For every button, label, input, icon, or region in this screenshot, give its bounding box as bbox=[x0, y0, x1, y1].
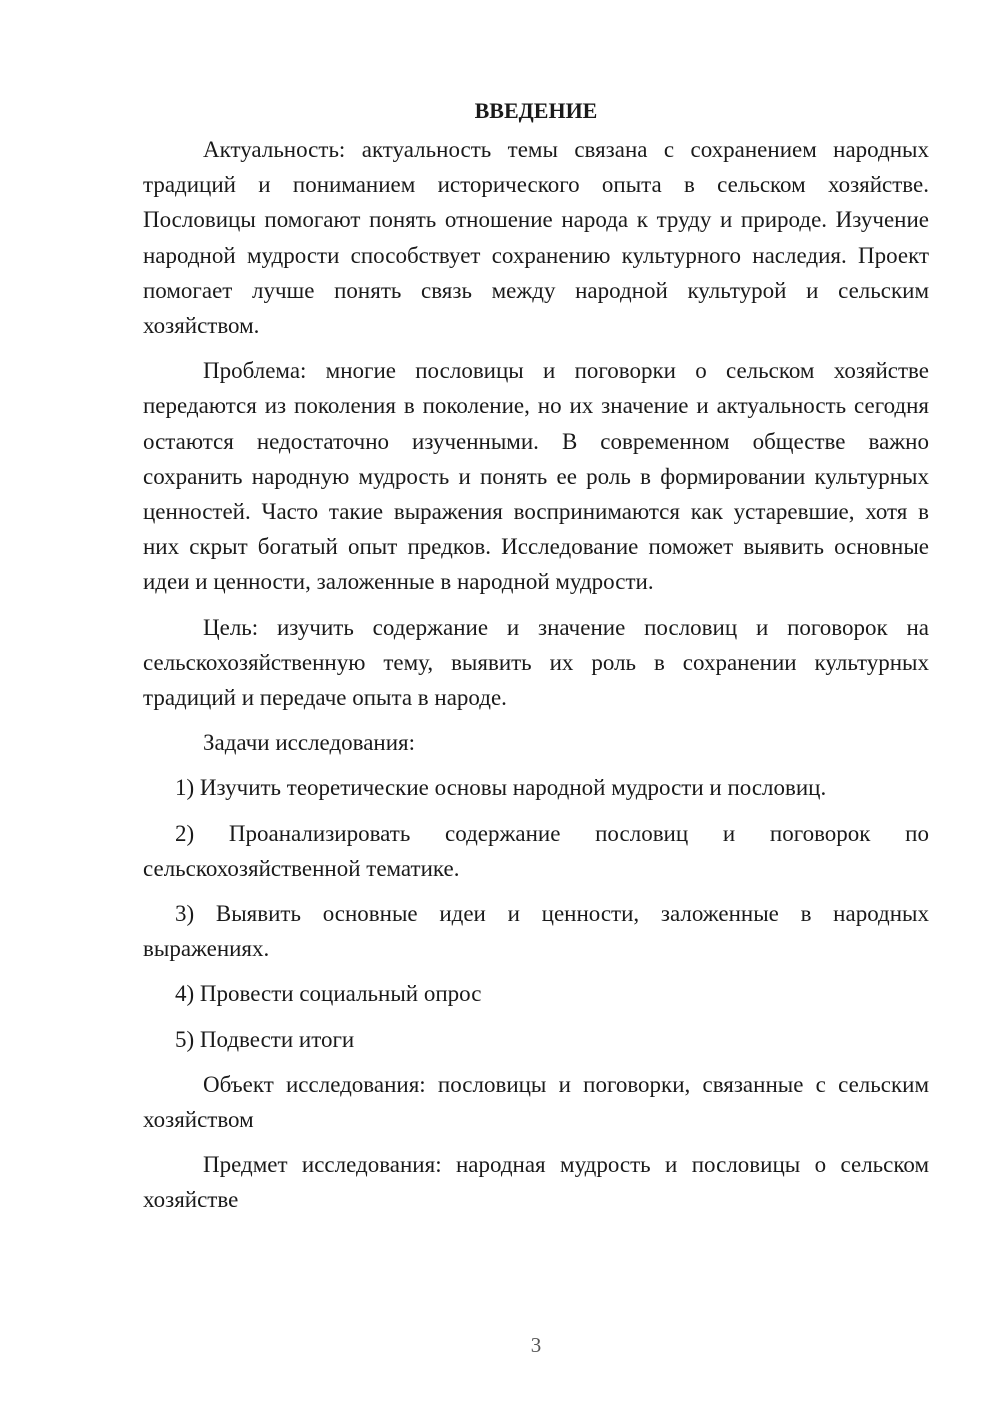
page-title: ВВЕДЕНИЕ bbox=[474, 98, 598, 123]
tasks-heading: Задачи исследования: bbox=[203, 730, 416, 756]
problem-paragraph: Проблема: многие пословицы и поговорки о сельском хозяйстве передаются из поколения в поколение, но их значение и актуальность сегодня остаются недостаточно изученными. В современном обществе важно сохранить народную мудрость и понять ее роль в формировании культурных ценностей. Часто такие выражения воспринимаются как устаревшие, хотя в них скрыт богатый опыт предков. Исследование поможет выявить основные идеи и ценности, заложенные в народной мудрости. bbox=[143, 358, 929, 595]
task-item-3: 3) Выявить основные идеи и ценности, заложенные в народных выражениях. bbox=[143, 901, 929, 962]
research-subject-paragraph: Предмет исследования: народная мудрость и пословицы о сельском хозяйстве bbox=[143, 1152, 929, 1213]
page-number: 3 bbox=[530, 1333, 542, 1357]
goal-paragraph: Цель: изучить содержание и значение пословиц и поговорок на сельскохозяйственную тему, выявить их роль в сохранении культурных традиций и передаче опыта в народе. bbox=[143, 614, 929, 711]
task-item-5: 5) Подвести итоги bbox=[175, 1026, 355, 1052]
page-content bbox=[143, 96, 929, 1228]
task-item-2: 2) Проанализировать содержание пословиц и поговорок по сельскохозяйственной тематике. bbox=[143, 820, 929, 881]
task-item-1: 1) Изучить теоретические основы народной мудрости и пословиц. bbox=[175, 775, 827, 801]
relevance-paragraph: Актуальность: актуальность темы связана с сохранением народных традиций и пониманием исторического опыта в сельском хозяйстве. Пословицы помогают понять отношение народа к труду и природе. Изучение народной мудрости способствует сохранению культурного наследия. Проект помогает лучше понять связь между народной культурой и сельским хозяйством. bbox=[143, 137, 929, 339]
research-object-paragraph: Объект исследования: пословицы и поговорки, связанные с сельским хозяйством bbox=[143, 1071, 929, 1133]
task-item-4: 4) Провести социальный опрос bbox=[175, 981, 482, 1007]
